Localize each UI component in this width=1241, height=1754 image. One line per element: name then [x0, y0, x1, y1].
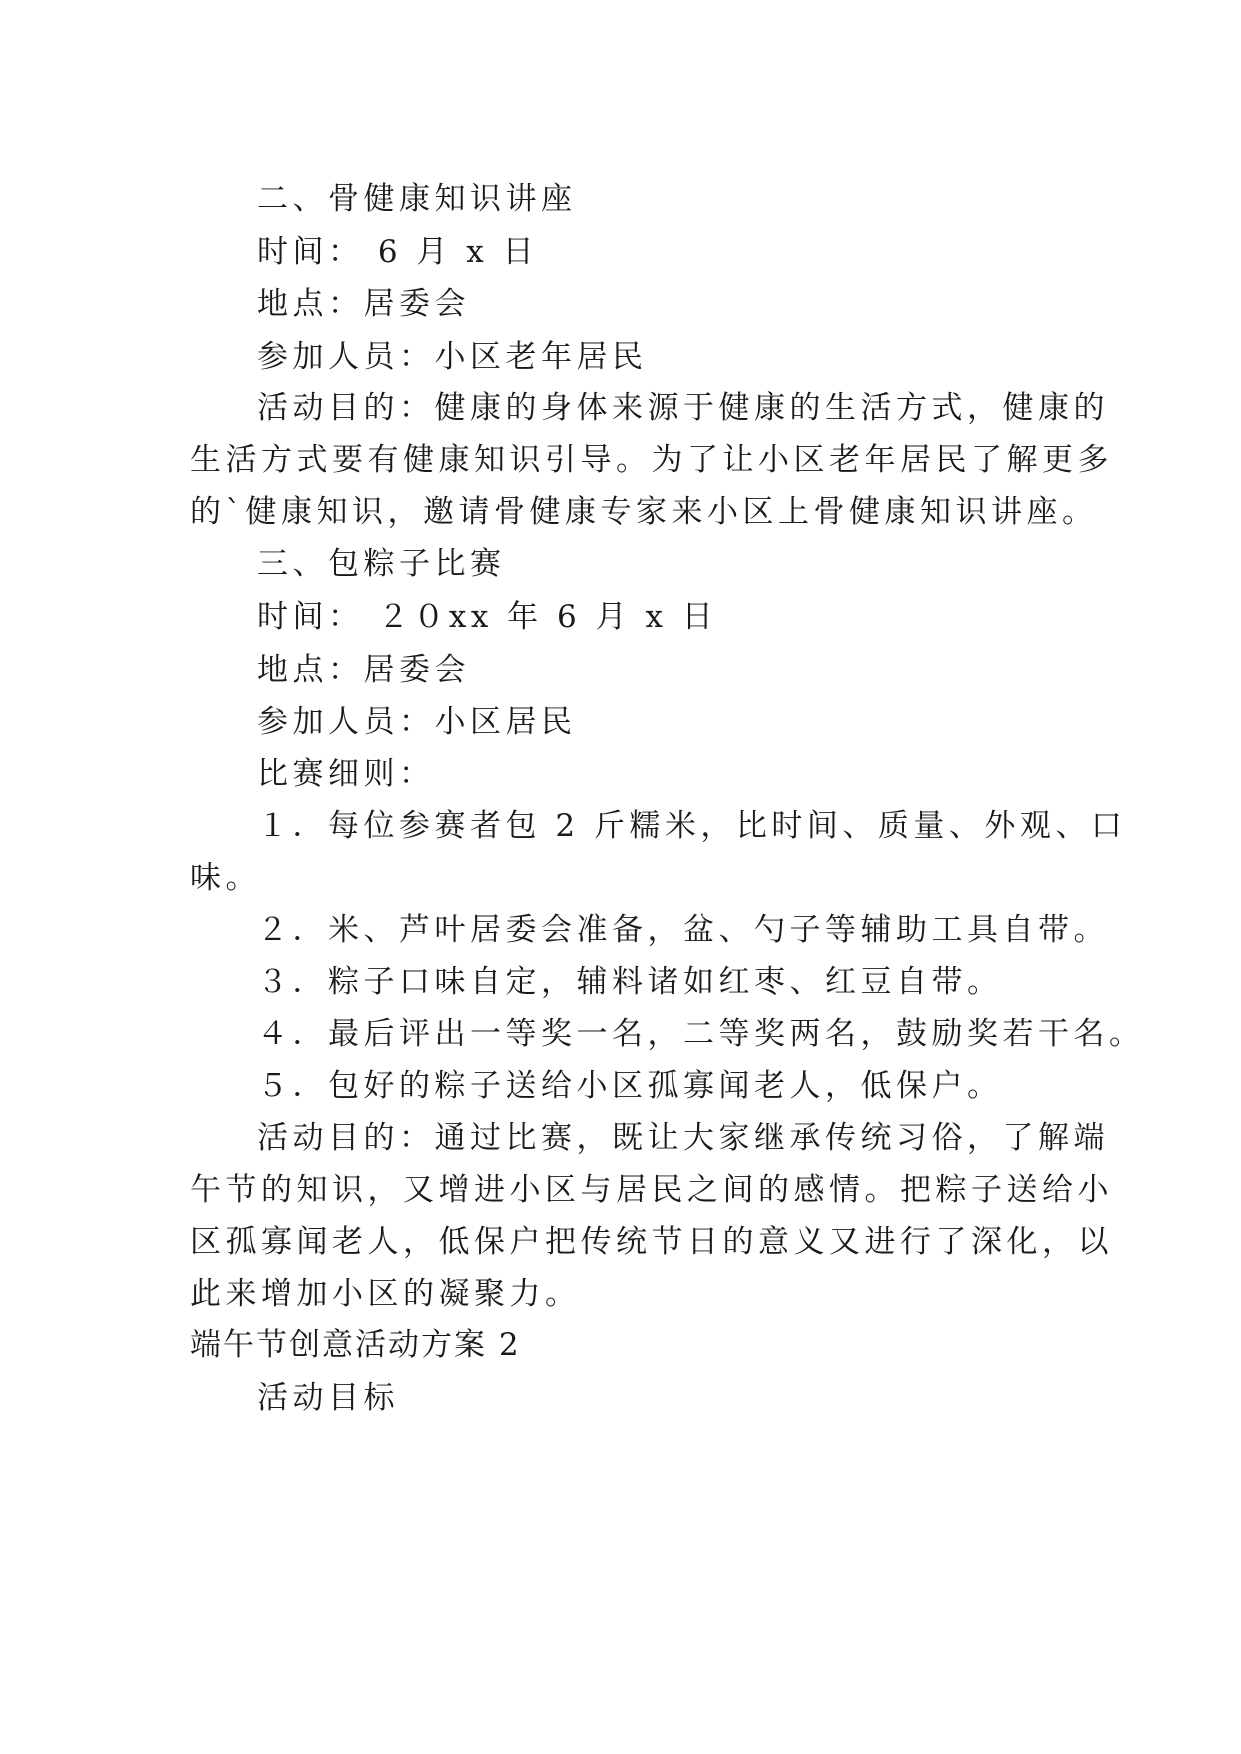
purpose-paragraph-line: 的`健康知识，邀请骨健康专家来小区上骨健康知识讲座。	[190, 494, 1098, 530]
purpose-paragraph-line: 区孤寡闻老人，低保户把传统节日的意义又进行了深化，以	[190, 1224, 1113, 1260]
rule-item: ５．包好的粽子送给小区孤寡闻老人，低保户。	[257, 1068, 1003, 1104]
rule-item: １．每位参赛者包 2 斤糯米，比时间、质量、外观、口	[257, 808, 1127, 844]
rule-item: ２．米、芦叶居委会准备，盆、勺子等辅助工具自带。	[257, 912, 1109, 948]
purpose-paragraph-line: 活动目的：通过比赛，既让大家继承传统习俗，了解端	[257, 1120, 1109, 1156]
location-line: 地点：居委会	[257, 286, 470, 322]
purpose-paragraph-line: 此来增加小区的凝聚力。	[190, 1276, 581, 1312]
rules-heading: 比赛细则：	[257, 756, 435, 792]
rule-item-continuation: 味。	[190, 860, 261, 896]
time-line: 时间： ２０xx 年 6 月 x 日	[257, 599, 718, 635]
rule-item: ３．粽子口味自定，辅料诸如红枣、红豆自带。	[257, 964, 1003, 1000]
rule-item: ４．最后评出一等奖一名，二等奖两名，鼓励奖若干名。	[257, 1016, 1145, 1052]
plan-title: 端午节创意活动方案 2	[190, 1327, 521, 1363]
section-heading-goals: 活动目标	[257, 1380, 399, 1416]
participants-line: 参加人员：小区居民	[257, 704, 577, 740]
location-line: 地点：居委会	[257, 652, 470, 688]
purpose-paragraph-line: 活动目的：健康的身体来源于健康的生活方式，健康的	[257, 390, 1109, 426]
time-line: 时间： 6 月 x 日	[257, 234, 539, 270]
participants-line: 参加人员：小区老年居民	[257, 339, 648, 375]
purpose-paragraph-line: 生活方式要有健康知识引导。为了让小区老年居民了解更多	[190, 442, 1113, 478]
purpose-paragraph-line: 午节的知识，又增进小区与居民之间的感情。把粽子送给小	[190, 1172, 1113, 1208]
section-heading-bone-health: 二、骨健康知识讲座	[257, 181, 577, 217]
section-heading-zongzi-contest: 三、包粽子比赛	[257, 546, 506, 582]
